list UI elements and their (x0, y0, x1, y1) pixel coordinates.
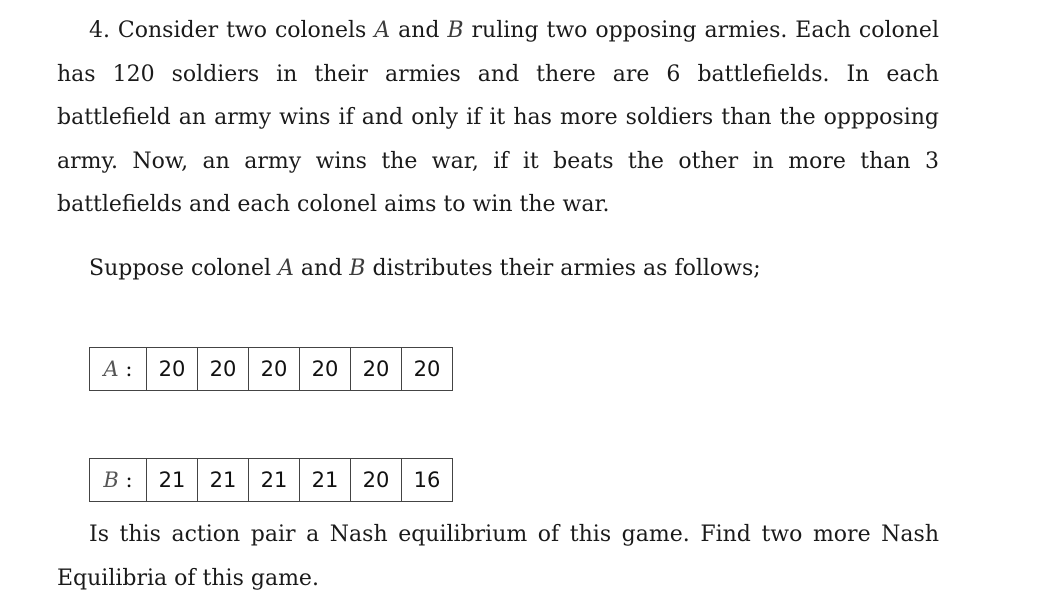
label-var: B (103, 468, 119, 492)
table-cell: 20 (300, 348, 351, 391)
math-var-b: B (349, 256, 366, 281)
text-run: distributes their armies as follows; (365, 256, 761, 281)
math-var-b: B (447, 18, 464, 43)
label-sep: : (125, 357, 133, 381)
problem-statement (57, 9, 939, 227)
text-run: Suppose colonel (89, 256, 279, 281)
allocation-table-b (89, 458, 453, 502)
math-var-a: A (278, 256, 294, 281)
allocation-table-a (89, 347, 453, 391)
table-cell: 20 (402, 348, 453, 391)
text-run: and (390, 18, 448, 43)
math-var-a: A (374, 18, 391, 43)
text-run: and (293, 256, 350, 281)
table-cell: 20 (249, 348, 300, 391)
row-label-b (90, 459, 147, 502)
table-cell: 20 (351, 459, 402, 502)
text-run: ruling two opposing armies. Each colonel has 120 soldiers in their armies and there are 6 battlefields. In each battlefield an army wins if and only if it has more soldiers than the oppposing army. Now, an army wins the war, if it beats the other in more than 3 battlefields and each colonel aims to win the war. (57, 18, 939, 217)
text-run: Is this action pair a Nash equilibrium of this game. Find two more Nash Equilibria of this game. (57, 522, 939, 591)
table-cell: 16 (402, 459, 453, 502)
label-sep: : (125, 468, 133, 492)
table-row (90, 459, 453, 502)
table-cell: 20 (147, 348, 198, 391)
table-cell: 20 (198, 348, 249, 391)
table-cell: 21 (249, 459, 300, 502)
table-cell: 21 (198, 459, 249, 502)
label-var: A (103, 357, 119, 381)
table-cell: 20 (351, 348, 402, 391)
row-label-a (90, 348, 147, 391)
question-text (57, 513, 939, 600)
table-cell: 21 (300, 459, 351, 502)
text-run: 4. Consider two colonels (89, 18, 375, 43)
table-cell: 21 (147, 459, 198, 502)
table-row (90, 348, 453, 391)
distribution-intro (89, 247, 939, 291)
